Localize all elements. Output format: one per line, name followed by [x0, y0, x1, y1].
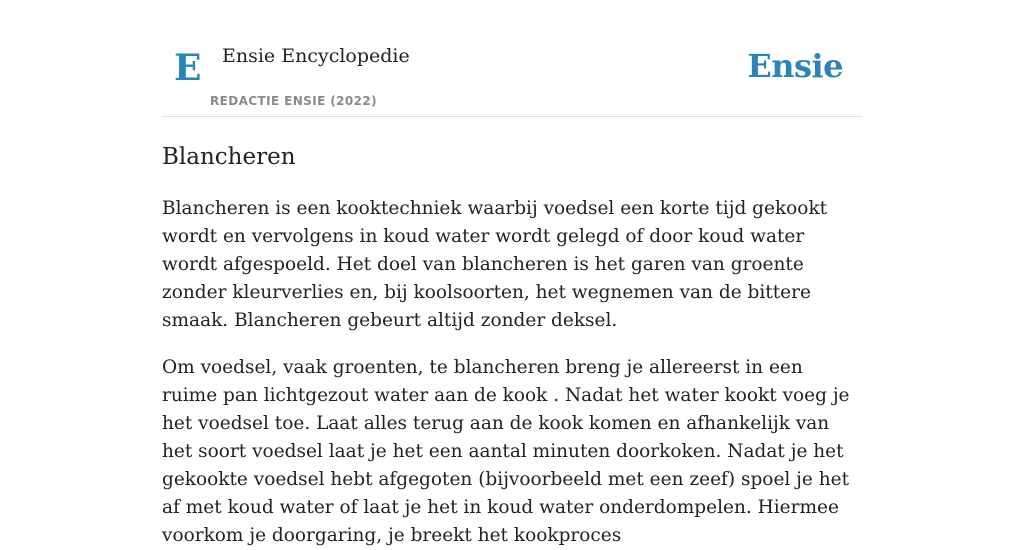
- entry-title: Blancheren: [162, 144, 296, 170]
- source-header: [162, 0, 862, 117]
- entry-paragraph: Om voedsel, vaak groenten, te blancheren breng je allereerst in een ruime pan lichtgezout water aan de kook . Nadat het water kookt voeg je het voedsel toe. Laat alles terug aan de kook komen en afhankelijk van het soort voedsel laat je het een aantal minuten doorkoken. Nadat je het gekookte voedsel hebt afgegoten (bijvoorbeeld met een zeef) spoel je het af met koud water of laat je het in koud water onderdompelen. Hiermee voorkom je doorgaring, je breekt het kookproces: [162, 357, 850, 546]
- ensie-logo-icon[interactable]: E: [174, 47, 202, 89]
- page: [162, 0, 862, 550]
- entry-paragraph: Blancheren is een kooktechniek waarbij voedsel een korte tijd gekookt wordt en vervolgens in koud water wordt gelegd of door koud water wordt afgespoeld. Het doel van blancheren is het garen van groente zonder kleurverlies en, bij koolsoorten, het wegnemen van de bittere smaak. Blancheren gebeurt altijd zonder deksel.: [162, 198, 828, 331]
- ensie-brand-logo[interactable]: Ensie: [747, 47, 843, 85]
- source-attribution: REDACTIE ENSIE (2022): [210, 94, 378, 108]
- source-title-link[interactable]: Ensie Encyclopedie: [222, 45, 410, 67]
